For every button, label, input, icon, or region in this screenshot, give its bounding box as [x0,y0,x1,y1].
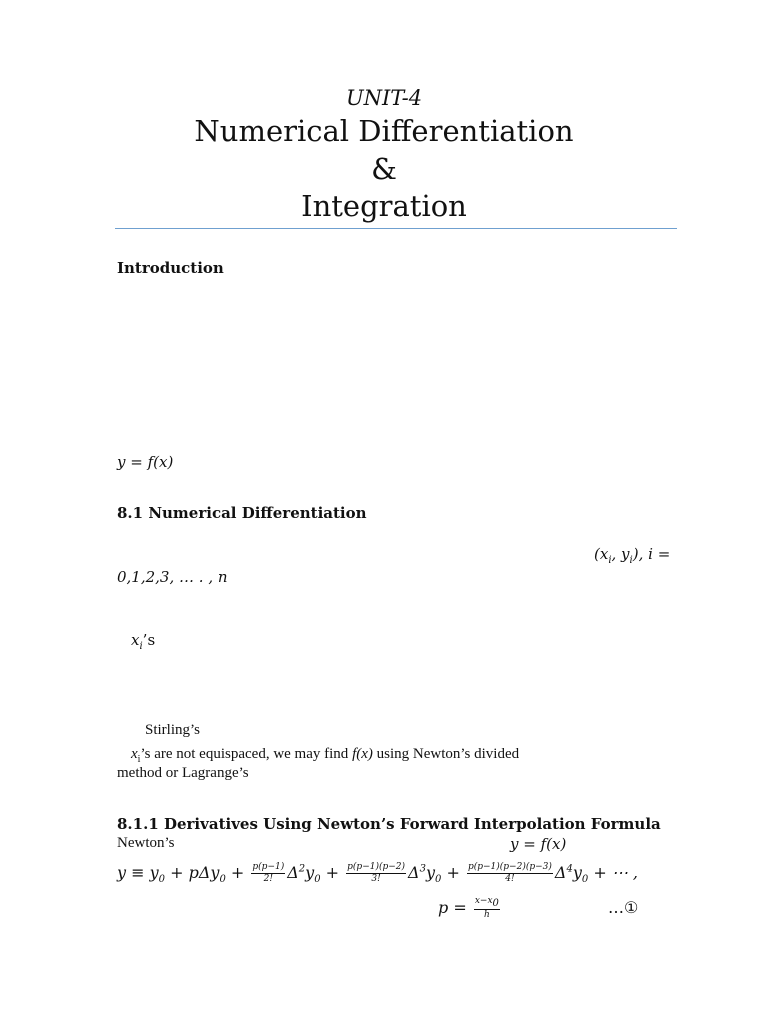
fraction-3: $\frac{p(p-1)(p-2)(p-3)}{4!}$ [467,862,552,884]
section-8-1-heading: 8.1 Numerical Differentiation [117,504,367,522]
unit-label: UNIT-4 [345,86,423,110]
introduction-heading: Introduction [117,259,224,277]
lagrange-line: method or Lagrange’s [117,765,249,781]
fraction-2: $\frac{p(p-1)(p-2)}{3!}$ [347,862,406,884]
equispaced-line: $x_i’s$ are not equispaced, we may find f(x) using Newton’s divided [131,746,520,765]
stirling-text: Stirling’s [145,722,201,738]
fraction-1: $\frac{p(p-1)}{2!}$ [252,862,285,884]
newton-function: y = f(x) [510,835,567,853]
section-8-1-1-heading: 8.1.1 Derivatives Using Newton’s Forward Interpolation Formula [117,815,661,833]
index-range: 0,1,2,3, … . , n [117,568,228,586]
xi-term: $x_i’s$ [131,631,156,652]
title-line-2: & [371,152,397,186]
p-definition: p = $\frac{x-x_0}{h}$ [438,896,499,920]
equation-ref: …① [608,898,639,917]
newtons-text: Newton’s [117,835,175,851]
title-line-3: Integration [301,189,467,223]
newton-forward-formula: $y \equiv y_0 + p\Delta y_0$ + $\frac{p(p-1)}{2!}$ $\Delta^2y_0$ + $\frac{p(p-1)(p-2)}{3!}$ $\Delta^3y_0$ + $\frac{p(p-1)(p-2)(p-3)}{4!}$ $\Delta^4y_0$ + ⋯ , [117,862,638,886]
title-divider [115,228,677,229]
p-fraction: $\frac{x-x_0}{h}$ [474,896,499,920]
data-pair: ($x_i$, $y_i$), i = [594,545,671,566]
title-line-1: Numerical Differentiation [194,114,574,148]
intro-function: y = f(x) [117,453,174,471]
